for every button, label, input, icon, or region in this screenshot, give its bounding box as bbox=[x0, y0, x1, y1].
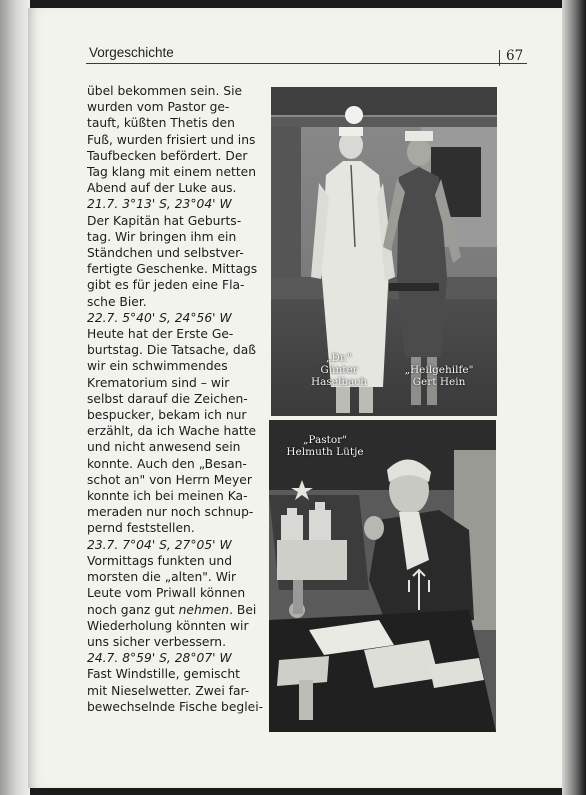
text-line bbox=[87, 277, 297, 293]
text-segment: 24.7. 8°59' S, 28°07' W bbox=[87, 651, 232, 666]
text-segment: fertigte Geschenke. Mittags bbox=[87, 262, 258, 277]
page-number: 67 bbox=[506, 48, 524, 64]
text-segment: gibt es für jeden eine Fla- bbox=[87, 278, 245, 293]
caption-line: Gert Hein bbox=[412, 376, 466, 388]
text-line bbox=[87, 342, 297, 358]
text-segment: bewechselnde Fische beglei- bbox=[87, 699, 264, 714]
book-page bbox=[28, 8, 562, 788]
text-segment: meraden nur noch schnup- bbox=[87, 505, 254, 520]
diary-date-entry bbox=[87, 650, 297, 666]
text-segment: konnte. Auch den „Besan- bbox=[87, 456, 247, 471]
text-segment: Heute hat der Erste Ge- bbox=[87, 327, 234, 342]
diary-date-entry bbox=[87, 196, 297, 212]
caption-line: Günter bbox=[320, 364, 358, 376]
header-rule bbox=[86, 63, 527, 64]
text-line bbox=[87, 213, 297, 229]
text-segment: burtstag. Die Tatsache, daß bbox=[87, 343, 257, 358]
text-segment: und nicht anwesend sein bbox=[87, 440, 241, 455]
text-segment: sche Bier. bbox=[87, 294, 147, 309]
text-segment: Krematorium sind – wir bbox=[87, 375, 230, 390]
text-segment: wurden vom Pastor ge- bbox=[87, 100, 230, 115]
text-line bbox=[87, 148, 297, 164]
text-line bbox=[87, 699, 297, 715]
text-line bbox=[87, 504, 297, 520]
text-line bbox=[87, 553, 297, 569]
header-divider bbox=[499, 50, 500, 66]
caption-medic bbox=[389, 364, 489, 388]
caption-doctor bbox=[289, 352, 389, 388]
text-segment: pernd feststellen. bbox=[87, 521, 195, 536]
text-line bbox=[87, 683, 297, 699]
text-segment: 22.7. 5°40' S, 24°56' W bbox=[87, 310, 232, 325]
running-head: Vorgeschichte bbox=[89, 45, 174, 60]
text-line bbox=[87, 585, 297, 601]
caption-line: „Dr." bbox=[326, 352, 352, 364]
text-segment: morsten die „alten". Wir bbox=[87, 570, 237, 585]
text-segment: Abend auf der Luke aus. bbox=[87, 181, 237, 196]
text-line bbox=[87, 456, 297, 472]
text-segment: mit Nieselwetter. Zwei far- bbox=[87, 683, 250, 698]
caption-pastor bbox=[275, 434, 375, 458]
text-line bbox=[87, 618, 297, 634]
text-line bbox=[87, 375, 297, 391]
text-line bbox=[87, 294, 297, 310]
photo-pastor-scene bbox=[269, 420, 496, 732]
text-segment: Wiederholung könnten wir bbox=[87, 618, 249, 633]
text-segment: wir ein schwimmendes bbox=[87, 359, 228, 374]
text-line bbox=[87, 423, 297, 439]
text-line bbox=[87, 115, 297, 131]
text-line bbox=[87, 488, 297, 504]
text-segment: Ständchen und selbstver- bbox=[87, 246, 244, 261]
text-segment: Taufbecken befördert. Der bbox=[87, 148, 248, 163]
text-line bbox=[87, 634, 297, 650]
text-line bbox=[87, 407, 297, 423]
text-segment: Vormittags funkten und bbox=[87, 553, 233, 568]
caption-line: Haselbach bbox=[310, 376, 367, 388]
text-segment: erzählt, da ich Wache hatte bbox=[87, 424, 257, 439]
text-segment: . Bei bbox=[229, 602, 257, 617]
text-line bbox=[87, 261, 297, 277]
text-line bbox=[87, 245, 297, 261]
text-segment: Der Kapitän hat Geburts- bbox=[87, 213, 242, 228]
text-line bbox=[87, 326, 297, 342]
text-line bbox=[87, 99, 297, 115]
text-line bbox=[87, 358, 297, 374]
text-line bbox=[87, 439, 297, 455]
text-line bbox=[87, 472, 297, 488]
previous-page-edge bbox=[0, 0, 30, 795]
page-stack-edge bbox=[562, 0, 586, 795]
text-line bbox=[87, 83, 297, 99]
text-line bbox=[87, 229, 297, 245]
caption-line: Helmuth Lütje bbox=[286, 446, 364, 458]
text-segment: 21.7. 3°13' S, 23°04' W bbox=[87, 197, 232, 212]
text-segment: Tag klang mit einem netten bbox=[87, 165, 257, 180]
text-line bbox=[87, 164, 297, 180]
caption-line: „Pastor" bbox=[302, 434, 348, 446]
photo-doctor-and-medic bbox=[271, 87, 497, 416]
text-line bbox=[87, 132, 297, 148]
text-line bbox=[87, 391, 297, 407]
text-segment: Fast Windstille, gemischt bbox=[87, 667, 240, 682]
photo-pastor bbox=[269, 420, 496, 732]
text-segment: Fuß, wurden frisiert und ins bbox=[87, 132, 256, 147]
text-segment: selbst darauf die Zeichen- bbox=[87, 391, 248, 406]
text-segment: noch ganz gut bbox=[87, 602, 179, 617]
diary-date-entry bbox=[87, 537, 297, 553]
text-line bbox=[87, 602, 297, 618]
text-segment: Leute vom Priwall können bbox=[87, 586, 246, 601]
text-segment: 23.7. 7°04' S, 27°05' W bbox=[87, 537, 232, 552]
caption-line: „Heilgehilfe" bbox=[404, 364, 474, 376]
text-segment: schot an" von Herrn Meyer bbox=[87, 472, 252, 487]
text-segment: konnte ich bei meinen Ka- bbox=[87, 489, 248, 504]
text-segment: übel bekommen sein. Sie bbox=[87, 84, 243, 98]
text-segment: tauft, küßten Thetis den bbox=[87, 116, 235, 131]
emphasis-text: nehmen bbox=[178, 602, 230, 617]
diary-date-entry bbox=[87, 310, 297, 326]
text-segment: bespucker, bekam ich nur bbox=[87, 408, 247, 423]
text-segment: uns sicher verbessern. bbox=[87, 634, 227, 649]
text-line bbox=[87, 666, 297, 682]
diary-text-column bbox=[87, 83, 297, 715]
text-line bbox=[87, 180, 297, 196]
text-line bbox=[87, 569, 297, 585]
text-segment: tag. Wir bringen ihm ein bbox=[87, 229, 237, 244]
text-line bbox=[87, 520, 297, 536]
